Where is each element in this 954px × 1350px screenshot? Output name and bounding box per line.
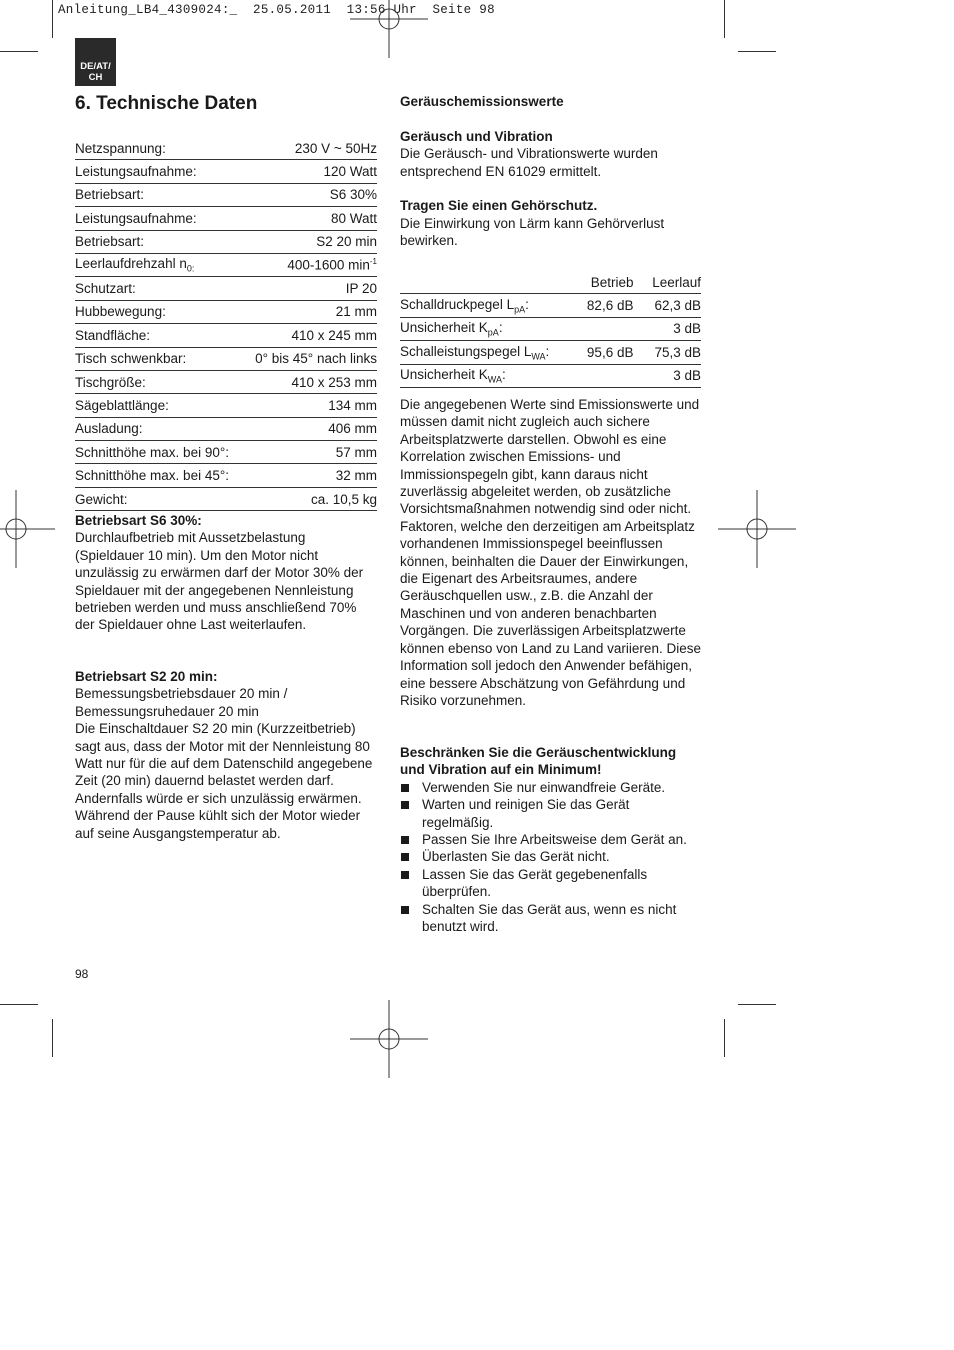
spec-value: S2 20 min bbox=[244, 230, 377, 253]
noise-label-text: Schalleistungspegel L bbox=[400, 343, 532, 359]
crop-mark bbox=[738, 1004, 776, 1005]
table-row bbox=[75, 230, 377, 253]
minimize-list bbox=[400, 779, 704, 936]
spec-value: 32 mm bbox=[244, 464, 377, 487]
s2-heading: Betriebsart S2 20 min: bbox=[75, 669, 218, 684]
table-row bbox=[75, 137, 377, 160]
noise-label bbox=[400, 317, 551, 340]
noise-values-table bbox=[400, 271, 701, 388]
registration-mark-icon bbox=[718, 490, 796, 568]
specs-table bbox=[75, 137, 377, 511]
spec-label: Betriebsart: bbox=[75, 230, 244, 253]
table-row bbox=[75, 347, 377, 370]
table-row bbox=[400, 341, 701, 364]
list-item: Verwenden Sie nur einwandfreie Geräte. bbox=[400, 779, 704, 796]
spec-label: Schnitthöhe max. bei 45°: bbox=[75, 464, 244, 487]
spec-value: 80 Watt bbox=[244, 207, 377, 230]
spec-label: Tischgröße: bbox=[75, 370, 244, 393]
noise-label-subscript: pA bbox=[487, 327, 499, 338]
table-row bbox=[75, 183, 377, 206]
crop-mark bbox=[52, 0, 53, 38]
noise-leerlauf-value: 62,3 dB bbox=[651, 294, 701, 317]
column-header-leerlauf: Leerlauf bbox=[652, 274, 701, 290]
table-row bbox=[75, 207, 377, 230]
spec-label: Schutzart: bbox=[75, 277, 244, 300]
spec-value: 410 x 245 mm bbox=[244, 324, 377, 347]
list-item: Lassen Sie das Gerät gegebenenfalls überprüfen. bbox=[400, 866, 704, 901]
list-item: Passen Sie Ihre Arbeitsweise dem Gerät an. bbox=[400, 831, 704, 848]
spec-label: Gewicht: bbox=[75, 487, 244, 510]
language-tab bbox=[75, 38, 116, 86]
spec-label: Netzspannung: bbox=[75, 137, 244, 160]
table-row bbox=[75, 160, 377, 183]
minimize-section bbox=[400, 744, 704, 935]
list-item: Überlasten Sie das Gerät nicht. bbox=[400, 848, 704, 865]
noise-label-text: Unsicherheit K bbox=[400, 366, 488, 382]
spec-label-text: Leerlaufdrehzahl n bbox=[75, 256, 187, 272]
noise-betrieb-value bbox=[551, 317, 651, 340]
table-row bbox=[75, 300, 377, 323]
crop-mark bbox=[52, 1019, 53, 1057]
crop-mark bbox=[0, 1004, 38, 1005]
table-header-row bbox=[400, 271, 701, 294]
table-row bbox=[400, 364, 701, 387]
noise-label-subscript: pA bbox=[514, 304, 526, 315]
noise-label-subscript: WA bbox=[531, 351, 546, 362]
page-title: 6. Technische Daten bbox=[75, 93, 258, 114]
table-row bbox=[75, 487, 377, 510]
table-row bbox=[75, 253, 377, 276]
crop-mark bbox=[724, 1019, 725, 1057]
spec-label: Schnitthöhe max. bei 90°: bbox=[75, 441, 244, 464]
spec-label: Betriebsart: bbox=[75, 183, 244, 206]
spec-label: Ausladung: bbox=[75, 417, 244, 440]
spec-value: 120 Watt bbox=[244, 160, 377, 183]
noise-leerlauf-value: 3 dB bbox=[651, 364, 701, 387]
noise-leerlauf-value: 75,3 dB bbox=[651, 341, 701, 364]
spec-label: Leistungsaufnahme: bbox=[75, 207, 244, 230]
spec-value: 406 mm bbox=[244, 417, 377, 440]
noise-intro bbox=[400, 93, 704, 250]
spec-value: 57 mm bbox=[244, 441, 377, 464]
noise-label-suffix: : bbox=[545, 343, 550, 359]
minimize-heading: Beschränken Sie die Geräuschentwicklung und Vibration auf ein Minimum! bbox=[400, 745, 677, 778]
s6-section bbox=[75, 512, 377, 634]
spec-value bbox=[244, 253, 377, 276]
spec-value-superscript: -1 bbox=[369, 257, 377, 267]
noise-label bbox=[400, 364, 551, 387]
table-header-blank bbox=[400, 271, 551, 294]
noise-label-text: Schalldruckpegel L bbox=[400, 296, 515, 312]
noise-label-suffix: : bbox=[498, 320, 503, 336]
spec-label: Leistungsaufnahme: bbox=[75, 160, 244, 183]
spec-label: Tisch schwenkbar: bbox=[75, 347, 244, 370]
emission-text: Die angegebenen Werte sind Emissionswerte und müssen damit nicht zugleich auch sichere Arbeitsplatzwerte darstellen. Obwohl es eine Korrelation zwischen Emissions- und Immissionspegeln gibt, kann daraus nicht zuverlässig abgeleitet werden, ob zusätzliche Vorsichtsmaßnahmen notwendig sind oder nicht. Faktoren, welche den derzeitigen am Arbeitsplatz vorhandenen Immissionspegel beeinflussen können, beinhalten die Dauer der Einwirkungen, die Eigenart des Arbeitsraumes, andere Geräuschquellen usw., z.B. die Anzahl der Maschinen und von anderen benachbarten Vorgängen. Die zuverlässigen Arbeitsplatzwerte können ebenso von Land zu Land variieren. Diese Information soll jedoch den Anwender befähigen, eine bessere Abschätzung von Gefährdung und Risiko vorzunehmen. bbox=[400, 397, 701, 708]
noise-betrieb-value: 82,6 dB bbox=[551, 294, 651, 317]
noise-label-text: Unsicherheit K bbox=[400, 320, 488, 336]
spec-value: S6 30% bbox=[244, 183, 377, 206]
table-row bbox=[400, 294, 701, 317]
noise-label-subscript: WA bbox=[487, 374, 502, 385]
spec-value: 410 x 253 mm bbox=[244, 370, 377, 393]
noise-heading: Geräuschemissionswerte bbox=[400, 94, 564, 109]
language-tab-line: DE/AT/ bbox=[80, 61, 111, 72]
s2-text: Die Einschaltdauer S2 20 min (Kurzzeitbetrieb) sagt aus, dass der Motor mit der Nennleistung 80 Watt nur für die auf dem Datenschild angegebene Zeit (20 min) dauernd belastet werden darf. Andernfalls würde er sich unzulässig erwärmen. Während der Pause kühlt sich der Motor wieder auf seine Ausgangstemperatur ab. bbox=[75, 721, 373, 841]
spec-label-subscript: 0: bbox=[186, 263, 195, 274]
registration-mark-icon bbox=[350, 0, 428, 58]
spec-label: Sägeblattlänge: bbox=[75, 394, 244, 417]
crop-mark bbox=[724, 0, 725, 38]
noise-betrieb-value: 95,6 dB bbox=[551, 341, 651, 364]
s6-heading: Betriebsart S6 30%: bbox=[75, 513, 202, 528]
spec-value: 134 mm bbox=[244, 394, 377, 417]
spec-value: ca. 10,5 kg bbox=[244, 487, 377, 510]
spec-value: 230 V ~ 50Hz bbox=[244, 137, 377, 160]
spec-label: Hubbewegung: bbox=[75, 300, 244, 323]
table-row bbox=[75, 277, 377, 300]
table-row bbox=[75, 370, 377, 393]
list-item: Schalten Sie das Gerät aus, wenn es nicht benutzt wird. bbox=[400, 901, 704, 936]
column-header-betrieb: Betrieb bbox=[590, 274, 634, 290]
registration-mark-icon bbox=[0, 490, 55, 568]
spec-label: Standfläche: bbox=[75, 324, 244, 347]
noise-sub1-text: Die Geräusch- und Vibrationswerte wurden entsprechend EN 61029 ermittelt. bbox=[400, 146, 658, 179]
noise-sub2-text: Die Einwirkung von Lärm kann Gehörverlust bewirken. bbox=[400, 215, 665, 249]
noise-label bbox=[400, 294, 551, 317]
print-slug-header: Anleitung_LB4_4309024:_ 25.05.2011 13:56 Uhr Seite 98 bbox=[58, 3, 495, 17]
noise-sub1-heading: Geräusch und Vibration bbox=[400, 128, 553, 144]
spec-value: 0° bis 45° nach links bbox=[244, 347, 377, 370]
list-item: Warten und reinigen Sie das Gerät regelmäßig. bbox=[400, 796, 704, 831]
registration-mark-icon bbox=[350, 1000, 428, 1078]
spec-value-text: 400-1600 min bbox=[287, 257, 370, 273]
spec-value: IP 20 bbox=[244, 277, 377, 300]
spec-value: 21 mm bbox=[244, 300, 377, 323]
noise-sub2-heading: Tragen Sie einen Gehörschutz. bbox=[400, 198, 598, 214]
table-row bbox=[75, 417, 377, 440]
crop-mark bbox=[738, 51, 776, 52]
noise-label-suffix: : bbox=[501, 366, 506, 382]
s6-text: Durchlaufbetrieb mit Aussetzbelastung (Spieldauer 10 min). Um den Motor nicht unzulässig zu erwärmen darf der Motor 30% der Spieldauer mit der angegebenen Nennleistung betrieben werden und muss anschließend 70% der Spieldauer ohne Last weiterlaufen. bbox=[75, 530, 364, 633]
noise-label bbox=[400, 341, 551, 364]
spec-label bbox=[75, 253, 244, 276]
language-tab-line: CH bbox=[88, 72, 103, 83]
table-row bbox=[75, 324, 377, 347]
noise-label-suffix: : bbox=[525, 296, 529, 312]
table-row bbox=[75, 394, 377, 417]
table-row bbox=[75, 441, 377, 464]
noise-leerlauf-value: 3 dB bbox=[651, 317, 701, 340]
s2-text: Bemessungsbetriebsdauer 20 min / Bemessungsruhedauer 20 min bbox=[75, 686, 288, 719]
table-row bbox=[75, 464, 377, 487]
table-row bbox=[400, 317, 701, 340]
s2-section bbox=[75, 668, 377, 842]
page-number: 98 bbox=[75, 967, 89, 981]
noise-betrieb-value bbox=[551, 364, 651, 387]
crop-mark bbox=[0, 51, 38, 52]
